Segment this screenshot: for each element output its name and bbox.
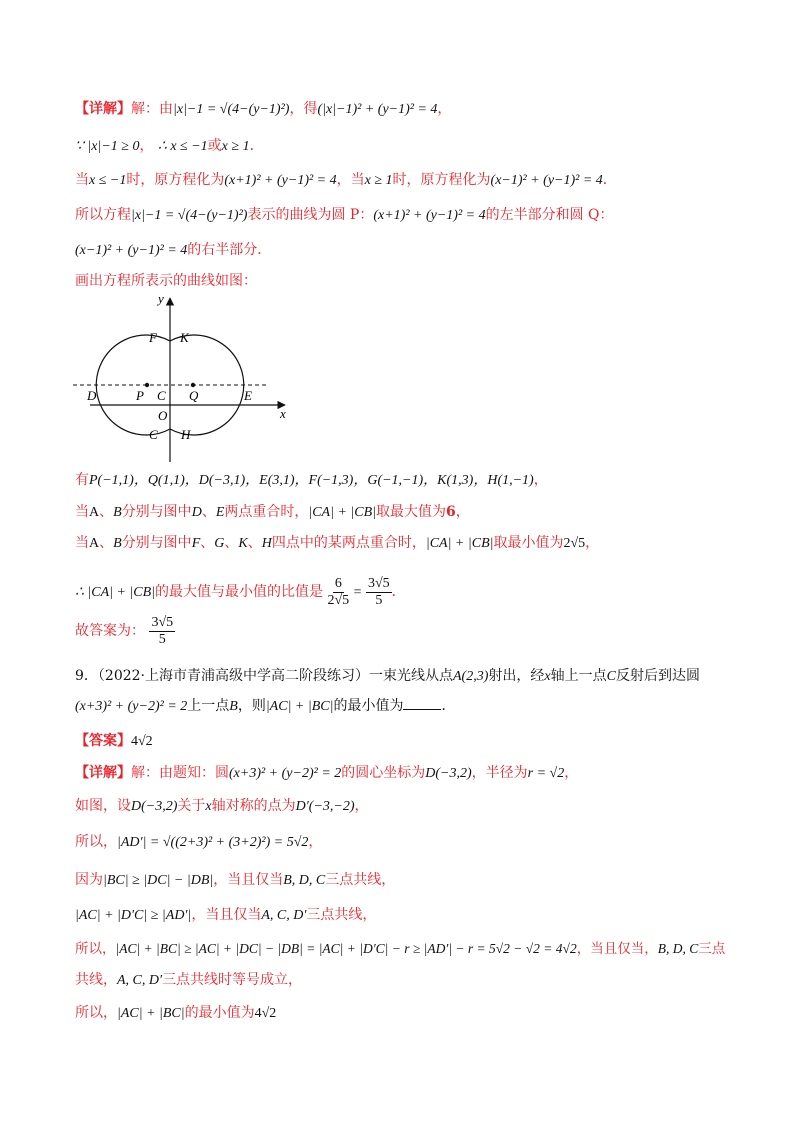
answer-tag: 【答案】: [75, 733, 131, 749]
label-f: F: [149, 330, 157, 345]
answer-value: 4√2: [131, 734, 153, 749]
label-k: K: [180, 330, 189, 345]
q9-detail-line-5: |AC| + |D′C| ≥ |AD′|，当且仅当A, C, D′三点共线，: [75, 907, 377, 923]
solution-line-5: (x−1)² + (y−1)² = 4的右半部分．: [75, 242, 272, 258]
q9-detail-line-1: 【详解】解：由题知：圆(x+3)² + (y−2)² = 2的圆心坐标为D(−3,2)，半径为r = √2，: [75, 765, 579, 781]
question-number: 9．: [75, 668, 98, 684]
answer-blank: [403, 709, 441, 710]
solution-line-8: 当A、B分别与图中D、E两点重合时，|CA| + |CB|取最大值为6，: [75, 504, 470, 520]
question-9-line-2: (x+3)² + (y−2)² = 2上一点B，则|AC| + |BC|的最小值为 ．: [75, 698, 456, 714]
solution-line-9: 当A、B分别与图中F、G、K、H四点中的某两点重合时，|CA| + |CB|取最小值为2√5，: [75, 535, 600, 551]
fraction-result: $\frac{3√5}{5}$: [367, 575, 390, 608]
q9-detail-line-8: 所以，|AC| + |BC|的最小值为4√2: [75, 1005, 277, 1021]
solution-line-3: 当x ≤ −1时，原方程化为(x+1)² + (y−1)² = 4，当x ≥ 1时，原方程化为(x−1)² + (y−1)² = 4．: [75, 172, 617, 188]
q9-detail-line-4: 因为|BC| ≥ |DC| − |DB|，当且仅当B, D, C三点共线，: [75, 872, 396, 888]
circle-figure: [70, 290, 295, 470]
solution-line-6: 画出方程所表示的曲线如图：: [75, 273, 257, 289]
label-o: O: [158, 408, 168, 423]
point-q-dot: [191, 383, 195, 387]
answer-fraction: $\frac{3√5}{5}$: [151, 614, 174, 647]
q9-detail-line-2: 如图，设D(−3,2)关于x轴对称的点为D′(−3,−2)，: [75, 798, 369, 814]
label-q: Q: [189, 388, 199, 403]
label-h: H: [181, 427, 191, 442]
q9-detail-line-3: 所以，|AD′| = √((2+3)² + (3+2)²) = 5√2，: [75, 834, 323, 850]
q9-detail-line-7: 共线，A, C, D′三点共线时等号成立，: [75, 972, 303, 988]
label-g: C: [149, 427, 158, 442]
label-d: D: [87, 388, 97, 403]
detail-tag: 【详解】: [75, 101, 131, 117]
question-9-line-1: 9．（2022·上海市青浦高级中学高二阶段练习）一束光线从点A(2,3)射出，经x轴上一点C反射后到达圆: [75, 668, 700, 684]
label-y: y: [158, 291, 164, 306]
solution-line-2: ∵ |x|−1 ≥ 0， ∴ x ≤ −1或x ≥ 1．: [75, 138, 264, 154]
label-c: C: [157, 388, 166, 403]
solution-line-10: ∴ |CA| + |CB|的最大值与最小值的比值是 $\frac{6}{2√5}$ = $\frac{3√5}{5}$ ．: [75, 575, 406, 608]
solution-line-7: 有P(−1,1)，Q(1,1)，D(−3,1)，E(3,1)，F(−1,3)，G(−1,−1)，K(1,3)，H(1,−1)，: [75, 472, 548, 488]
label-p: P: [136, 388, 144, 403]
label-e: E: [244, 388, 252, 403]
label-x: x: [280, 406, 286, 421]
solution-line-11: 故答案为： $\frac{3√5}{5}$: [75, 614, 174, 647]
solution-line-1: 【详解】解：由|x|−1 = √(4−(y−1)²)，得(|x|−1)² + (y−1)² = 4，: [75, 101, 452, 117]
q9-detail-line-6: 所以，|AC| + |BC| ≥ |AC| + |DC| − |DB| = |AC| + |D′C| − r ≥ |AD′| − r = 5√2 − √2 = 4√2，当且仅当，B, D, C三点: [75, 941, 726, 957]
point-p-dot: [145, 383, 149, 387]
answer-line: [75, 731, 153, 752]
question-source: （2022·上海市青浦高级中学高二阶段练习）: [97, 668, 369, 684]
solution-line-4: 所以方程|x|−1 = √(4−(y−1)²)表示的曲线为圆 P：(x+1)² + (y−1)² = 4的左半部分和圆 Q：: [75, 207, 614, 223]
fraction-ratio: $\frac{6}{2√5}$: [327, 575, 350, 608]
